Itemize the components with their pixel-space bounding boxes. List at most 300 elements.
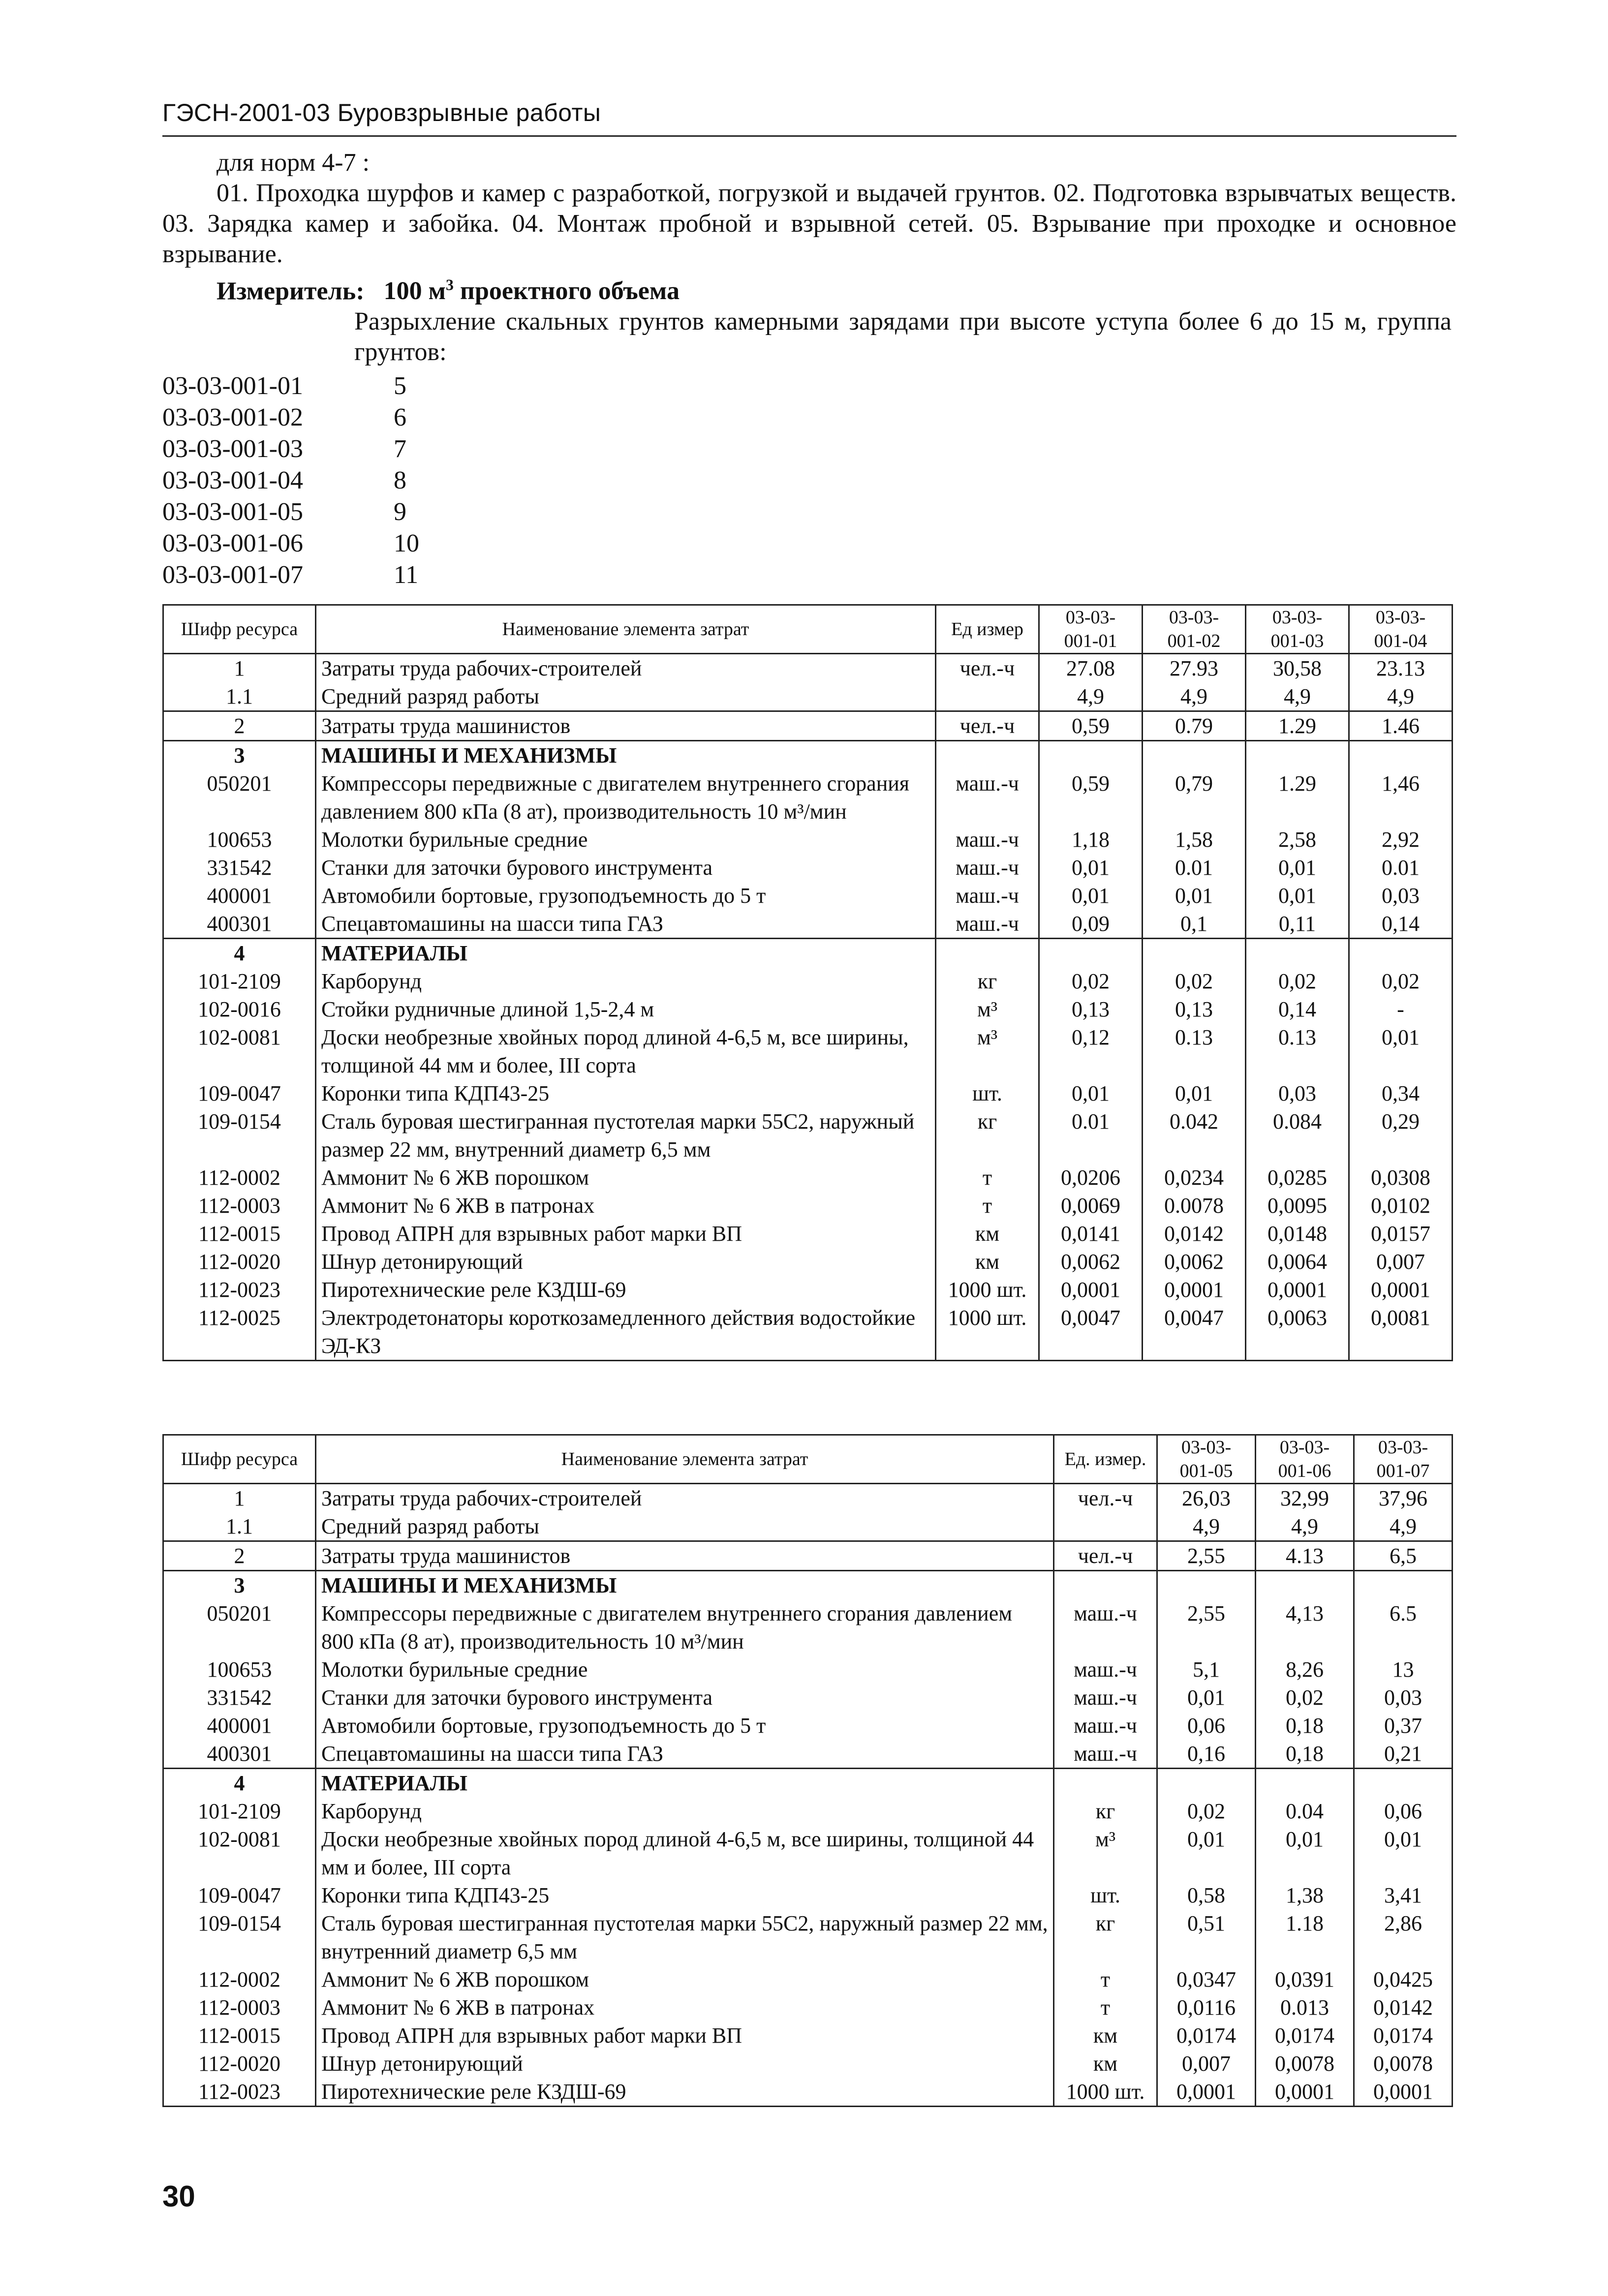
table-row	[163, 910, 1453, 939]
resource-name-cell: Доски необрезные хвойных пород длиной 4-6,5 м, все ширины, толщиной 44 мм и более, III сорта	[316, 1825, 1054, 1881]
norm-value-cell: 0,34	[1349, 1079, 1453, 1107]
resource-name-cell: Стойки рудничные длиной 1,5-2,4 м	[316, 995, 936, 1023]
norm-value-cell: 0,29	[1349, 1107, 1453, 1163]
table-row	[163, 2021, 1453, 2050]
unit-cell: маш.-ч	[936, 882, 1039, 910]
header-divider	[162, 135, 1456, 137]
work-composition-paragraph: 01. Проходка шурфов и камер с разработкой, погрузкой и выдачей грунтов. 02. Подготовка взрывчатых веществ. 03. Зарядка камер и забойка. 04. Монтаж пробной и взрывной сетей. 05. Взрывание при проходке и основное взрывание.	[162, 179, 1456, 268]
norm-code: 03-03-001-01	[162, 372, 303, 400]
norm-description: Разрыхление скальных грунтов камерными зарядами при высоте уступа более 6 до 15 м, группа грунтов:	[354, 307, 1452, 367]
norm-value-cell: 1.29	[1246, 769, 1349, 826]
resource-name-cell: Средний разряд работы	[316, 1512, 1054, 1541]
norm-value-cell	[1143, 741, 1246, 770]
resource-name-cell: Затраты труда машинистов	[316, 1541, 1054, 1571]
norm-code-row	[162, 559, 419, 591]
resource-name-cell: Компрессоры передвижные с двигателем внутреннего сгорания давлением 800 кПа (8 ат), производительность 10 м³/мин	[316, 769, 936, 826]
unit-cell	[936, 741, 1039, 770]
norm-value-cell: 0,0234	[1143, 1163, 1246, 1192]
norm-value-cell	[1354, 1769, 1453, 1798]
norm-value-cell	[1157, 1571, 1256, 1600]
measure-label: Измеритель:	[216, 277, 365, 306]
measure-line	[162, 270, 1456, 306]
unit-cell: маш.-ч	[1054, 1655, 1157, 1684]
unit-cell: кг	[1054, 1909, 1157, 1965]
resource-code-cell: 102-0081	[163, 1825, 316, 1881]
resource-code-cell: 101-2109	[163, 1797, 316, 1825]
resource-name-cell: Коронки типа КДП43-25	[316, 1079, 936, 1107]
table-row	[163, 1599, 1453, 1655]
table-row	[163, 2050, 1453, 2078]
resource-code-cell: 3	[163, 1571, 316, 1600]
norm-value-cell: 26,03	[1157, 1484, 1256, 1513]
unit-cell: км	[1054, 2021, 1157, 2050]
norm-value-cell: 0,59	[1039, 769, 1143, 826]
norm-value-cell	[1039, 741, 1143, 770]
norm-code: 03-03-001-03	[162, 435, 303, 463]
resource-code-cell: 4	[163, 939, 316, 968]
norm-codes-list	[162, 370, 419, 591]
norm-value-cell: 0,0116	[1157, 1993, 1256, 2021]
intro-block	[162, 148, 1456, 367]
norm-value-cell: 0,0148	[1246, 1220, 1349, 1248]
norm-value-cell: 0,14	[1246, 995, 1349, 1023]
norm-value-cell: 0,01	[1157, 1684, 1256, 1712]
norm-value-cell	[1256, 1571, 1354, 1600]
norm-value-cell: 0,01	[1039, 1079, 1143, 1107]
norm-value-cell: -	[1349, 995, 1453, 1023]
unit-cell: км	[1054, 2050, 1157, 2078]
norm-value-cell: 0,0174	[1256, 2021, 1354, 2050]
table-row	[163, 1484, 1453, 1513]
soil-group: 11	[394, 561, 419, 589]
norm-value-cell: 0,0001	[1349, 1276, 1453, 1304]
resource-name-cell: Компрессоры передвижные с двигателем внутреннего сгорания давлением 800 кПа (8 ат), производительность 10 м³/мин	[316, 1599, 1054, 1655]
table-row	[163, 1684, 1453, 1712]
norm-value-cell	[1256, 1769, 1354, 1798]
resource-code-cell: 109-0047	[163, 1079, 316, 1107]
table-row	[163, 1023, 1453, 1079]
norm-value-cell: 0,0001	[1157, 2078, 1256, 2107]
resource-name-cell: Спецавтомашины на шасси типа ГАЗ	[316, 1740, 1054, 1769]
resource-code-cell: 2	[163, 711, 316, 741]
norm-value-cell: 0,0095	[1246, 1192, 1349, 1220]
table-row	[163, 769, 1453, 826]
unit-cell	[936, 939, 1039, 968]
unit-cell: чел.-ч	[1054, 1541, 1157, 1571]
table-row	[163, 1825, 1453, 1881]
norm-value-cell: 0,0078	[1256, 2050, 1354, 2078]
resource-code-cell: 112-0003	[163, 1993, 316, 2021]
soil-group: 6	[394, 403, 406, 431]
resource-code-cell: 102-0016	[163, 995, 316, 1023]
resource-code-cell: 4	[163, 1769, 316, 1798]
resource-code-cell: 400001	[163, 882, 316, 910]
unit-cell: маш.-ч	[936, 769, 1039, 826]
resource-code-cell: 101-2109	[163, 967, 316, 995]
norm-value-cell: 1.46	[1349, 711, 1453, 741]
norm-value-cell: 0,0157	[1349, 1220, 1453, 1248]
resource-name-cell: Молотки бурильные средние	[316, 1655, 1054, 1684]
norm-code-row	[162, 465, 419, 496]
norm-value-cell: 0.01	[1143, 854, 1246, 882]
resource-code-cell: 050201	[163, 1599, 316, 1655]
table-row	[163, 1248, 1453, 1276]
norm-value-cell: 3,41	[1354, 1881, 1453, 1909]
unit-cell: кг	[1054, 1797, 1157, 1825]
norm-value-cell: 0,0062	[1143, 1248, 1246, 1276]
resource-name-cell: Пиротехнические реле КЗДШ-69	[316, 2078, 1054, 2107]
running-header: ГЭСН-2001-03 Буровзрывные работы	[162, 99, 601, 126]
norm-value-cell	[1039, 939, 1143, 968]
unit-cell: т	[936, 1163, 1039, 1192]
norm-value-cell: 0,02	[1246, 967, 1349, 995]
resource-name-cell: Затраты труда машинистов	[316, 711, 936, 741]
table-header-row	[163, 1435, 1453, 1484]
unit-cell: кг	[936, 967, 1039, 995]
unit-cell: чел.-ч	[1054, 1484, 1157, 1513]
norm-value-cell: 0,0142	[1354, 1993, 1453, 2021]
resource-code-cell: 400301	[163, 1740, 316, 1769]
unit-cell	[1054, 1512, 1157, 1541]
table-row	[163, 1993, 1453, 2021]
norm-value-cell: 8,26	[1256, 1655, 1354, 1684]
norm-value-cell: 0,06	[1157, 1712, 1256, 1740]
resource-code-cell: 400001	[163, 1712, 316, 1740]
norm-value-cell: 0,18	[1256, 1712, 1354, 1740]
resource-code-cell: 100653	[163, 826, 316, 854]
resource-name-cell: Провод АПРН для взрывных работ марки ВП	[316, 1220, 936, 1248]
soil-group: 9	[394, 498, 406, 526]
table-row	[163, 1769, 1453, 1798]
norm-value-cell: 0.13	[1143, 1023, 1246, 1079]
table-row	[163, 1276, 1453, 1304]
table-row	[163, 1881, 1453, 1909]
col-header-norm: 03-03- 001-05	[1157, 1435, 1256, 1484]
unit-cell: кг	[936, 1107, 1039, 1163]
norm-value-cell: 4,9	[1256, 1512, 1354, 1541]
resource-name-cell: МАТЕРИАЛЫ	[316, 1769, 1054, 1798]
norm-code-row	[162, 433, 419, 465]
norm-value-cell: 0,0206	[1039, 1163, 1143, 1192]
table-row	[163, 995, 1453, 1023]
resource-code-cell: 112-0020	[163, 2050, 316, 2078]
resource-code-cell: 1.1	[163, 1512, 316, 1541]
norm-value-cell: 30,58	[1246, 654, 1349, 683]
norm-value-cell: 0,1	[1143, 910, 1246, 939]
norm-value-cell: 0,01	[1246, 882, 1349, 910]
norm-value-cell: 0,58	[1157, 1881, 1256, 1909]
resource-name-cell: Аммонит № 6 ЖВ порошком	[316, 1965, 1054, 1993]
norm-value-cell: 0,0102	[1349, 1192, 1453, 1220]
unit-cell: маш.-ч	[1054, 1740, 1157, 1769]
norm-value-cell: 0,0001	[1143, 1276, 1246, 1304]
norm-value-cell: 4,9	[1157, 1512, 1256, 1541]
resource-table-1	[162, 604, 1453, 1361]
resource-code-cell: 3	[163, 741, 316, 770]
norm-value-cell: 23.13	[1349, 654, 1453, 683]
norm-value-cell: 2,55	[1157, 1599, 1256, 1655]
norm-value-cell: 0,0047	[1143, 1304, 1246, 1361]
norm-value-cell	[1349, 939, 1453, 968]
unit-cell: маш.-ч	[1054, 1599, 1157, 1655]
resource-name-cell: Карборунд	[316, 1797, 1054, 1825]
resource-code-cell: 1	[163, 1484, 316, 1513]
resource-name-cell: Шнур детонирующий	[316, 2050, 1054, 2078]
norm-value-cell: 0,11	[1246, 910, 1349, 939]
norm-value-cell: 0.01	[1349, 854, 1453, 882]
norm-value-cell: 0,01	[1143, 1079, 1246, 1107]
unit-cell: км	[936, 1220, 1039, 1248]
table-row	[163, 1192, 1453, 1220]
norm-value-cell: 0,0001	[1039, 1276, 1143, 1304]
resource-code-cell: 112-0003	[163, 1192, 316, 1220]
norm-value-cell: 0,14	[1349, 910, 1453, 939]
norm-value-cell: 1.18	[1256, 1909, 1354, 1965]
unit-cell: 1000 шт.	[1054, 2078, 1157, 2107]
table-row	[163, 939, 1453, 968]
norm-value-cell: 0,01	[1354, 1825, 1453, 1881]
soil-group: 10	[394, 529, 419, 557]
norm-value-cell: 0,0285	[1246, 1163, 1349, 1192]
resource-name-cell: Аммонит № 6 ЖВ порошком	[316, 1163, 936, 1192]
norm-value-cell: 0,03	[1354, 1684, 1453, 1712]
resource-name-cell: Молотки бурильные средние	[316, 826, 936, 854]
col-header-norm: 03-03- 001-01	[1039, 605, 1143, 654]
unit-cell: т	[936, 1192, 1039, 1220]
norm-value-cell: 0,007	[1349, 1248, 1453, 1276]
measure-value: 100 м	[383, 277, 446, 306]
unit-cell: 1000 шт.	[936, 1304, 1039, 1361]
resource-code-cell: 400301	[163, 910, 316, 939]
norm-value-cell: 0,0062	[1039, 1248, 1143, 1276]
table-row	[163, 1655, 1453, 1684]
norm-value-cell: 4,9	[1143, 682, 1246, 711]
resource-name-cell: Сталь буровая шестигранная пустотелая марки 55С2, наружный размер 22 мм, внутренний диаметр 6,5 мм	[316, 1909, 1054, 1965]
resource-code-cell: 2	[163, 1541, 316, 1571]
resource-name-cell: Провод АПРН для взрывных работ марки ВП	[316, 2021, 1054, 2050]
norm-value-cell: 6.5	[1354, 1599, 1453, 1655]
norm-value-cell: 2,58	[1246, 826, 1349, 854]
norm-value-cell: 6,5	[1354, 1541, 1453, 1571]
resource-name-cell: Затраты труда рабочих-строителей	[316, 654, 936, 683]
norm-value-cell: 0,13	[1039, 995, 1143, 1023]
resource-code-cell: 109-0047	[163, 1881, 316, 1909]
norm-value-cell: 0,02	[1157, 1797, 1256, 1825]
norm-value-cell: 4,9	[1354, 1512, 1453, 1541]
norm-value-cell: 0,03	[1246, 1079, 1349, 1107]
table-row	[163, 967, 1453, 995]
page-number: 30	[162, 2180, 195, 2213]
norm-value-cell: 0,09	[1039, 910, 1143, 939]
norm-value-cell: 4,9	[1039, 682, 1143, 711]
norm-value-cell: 0,01	[1143, 882, 1246, 910]
norm-value-cell: 0,01	[1039, 882, 1143, 910]
norm-value-cell: 0.084	[1246, 1107, 1349, 1163]
norm-value-cell: 0,13	[1143, 995, 1246, 1023]
norm-value-cell: 4,9	[1246, 682, 1349, 711]
norm-value-cell: 0,0081	[1349, 1304, 1453, 1361]
norm-value-cell: 0,0142	[1143, 1220, 1246, 1248]
resource-table-2	[162, 1434, 1453, 2107]
resource-name-cell: Спецавтомашины на шасси типа ГАЗ	[316, 910, 936, 939]
norm-value-cell: 0,16	[1157, 1740, 1256, 1769]
unit-cell: маш.-ч	[936, 854, 1039, 882]
measure-suffix: проектного объема	[454, 277, 680, 306]
norm-code: 03-03-001-07	[162, 561, 303, 589]
table-row	[163, 1797, 1453, 1825]
table-row	[163, 1304, 1453, 1361]
norm-value-cell: 13	[1354, 1655, 1453, 1684]
norm-value-cell: 0,79	[1143, 769, 1246, 826]
norm-value-cell: 27.08	[1039, 654, 1143, 683]
unit-cell: маш.-ч	[1054, 1712, 1157, 1740]
table-row	[163, 1965, 1453, 1993]
col-header-unit: Ед. измер.	[1054, 1435, 1157, 1484]
resource-name-cell: Станки для заточки бурового инструмента	[316, 854, 936, 882]
table-row	[163, 854, 1453, 882]
table-row	[163, 1512, 1453, 1541]
resource-code-cell: 112-0015	[163, 2021, 316, 2050]
norm-value-cell: 0,12	[1039, 1023, 1143, 1079]
norm-value-cell: 0,0001	[1256, 2078, 1354, 2107]
col-header-unit: Ед измер	[936, 605, 1039, 654]
table-row	[163, 1163, 1453, 1192]
norm-code-row	[162, 528, 419, 559]
norm-value-cell: 0.01	[1039, 1107, 1143, 1163]
norm-value-cell: 0.013	[1256, 1993, 1354, 2021]
col-header-norm: 03-03- 001-03	[1246, 605, 1349, 654]
unit-cell: м³	[936, 1023, 1039, 1079]
norm-value-cell: 0,03	[1349, 882, 1453, 910]
norm-value-cell: 1,38	[1256, 1881, 1354, 1909]
col-header-norm: 03-03- 001-04	[1349, 605, 1453, 654]
resource-name-cell: МАШИНЫ И МЕХАНИЗМЫ	[316, 741, 936, 770]
norm-value-cell: 0,01	[1157, 1825, 1256, 1881]
norm-value-cell: 0,0174	[1157, 2021, 1256, 2050]
table-row	[163, 1220, 1453, 1248]
resource-code-cell: 331542	[163, 1684, 316, 1712]
norm-value-cell: 1.29	[1246, 711, 1349, 741]
norm-value-cell: 0,02	[1039, 967, 1143, 995]
resource-name-cell: Аммонит № 6 ЖВ в патронах	[316, 1192, 936, 1220]
resource-name-cell: Станки для заточки бурового инструмента	[316, 1684, 1054, 1712]
table-header-row	[163, 605, 1453, 654]
norm-value-cell: 0,51	[1157, 1909, 1256, 1965]
col-header-norm: 03-03- 001-07	[1354, 1435, 1453, 1484]
unit-cell: 1000 шт.	[936, 1276, 1039, 1304]
soil-group: 8	[394, 466, 406, 494]
table-row	[163, 2078, 1453, 2107]
norm-value-cell: 0,02	[1143, 967, 1246, 995]
norm-value-cell: 0,0078	[1354, 2050, 1453, 2078]
unit-cell: м³	[936, 995, 1039, 1023]
norm-value-cell: 37,96	[1354, 1484, 1453, 1513]
unit-cell	[936, 682, 1039, 711]
resource-code-cell: 112-0020	[163, 1248, 316, 1276]
norm-value-cell: 0,0308	[1349, 1163, 1453, 1192]
resource-name-cell: Автомобили бортовые, грузоподъемность до 5 т	[316, 882, 936, 910]
table-row	[163, 1107, 1453, 1163]
soil-group: 7	[394, 435, 406, 463]
resource-name-cell: Карборунд	[316, 967, 936, 995]
norm-value-cell	[1246, 741, 1349, 770]
unit-cell: шт.	[936, 1079, 1039, 1107]
unit-cell: чел.-ч	[936, 711, 1039, 741]
col-header-name: Наименование элемента затрат	[316, 605, 936, 654]
table-row	[163, 654, 1453, 683]
col-header-norm: 03-03- 001-06	[1256, 1435, 1354, 1484]
norm-value-cell	[1157, 1769, 1256, 1798]
norm-value-cell: 32,99	[1256, 1484, 1354, 1513]
norm-value-cell: 1,58	[1143, 826, 1246, 854]
norm-value-cell: 0,01	[1256, 1825, 1354, 1881]
resource-code-cell: 102-0081	[163, 1023, 316, 1079]
norm-value-cell: 0,01	[1246, 854, 1349, 882]
norm-value-cell: 0,0174	[1354, 2021, 1453, 2050]
norm-value-cell	[1246, 939, 1349, 968]
norm-code-row	[162, 496, 419, 528]
norm-value-cell: 27.93	[1143, 654, 1246, 683]
norm-value-cell: 0,0425	[1354, 1965, 1453, 1993]
norm-code-row	[162, 402, 419, 433]
table-row	[163, 711, 1453, 741]
unit-cell: маш.-ч	[1054, 1684, 1157, 1712]
col-header-code: Шифр ресурса	[163, 605, 316, 654]
table-row	[163, 826, 1453, 854]
unit-cell	[1054, 1769, 1157, 1798]
resource-name-cell: Средний разряд работы	[316, 682, 936, 711]
resource-name-cell: Шнур детонирующий	[316, 1248, 936, 1276]
norms-label: для норм 4-7 :	[216, 149, 370, 177]
resource-name-cell: Аммонит № 6 ЖВ в патронах	[316, 1993, 1054, 2021]
norm-value-cell: 0.13	[1246, 1023, 1349, 1079]
norm-value-cell: 0.0078	[1143, 1192, 1246, 1220]
norm-value-cell: 4,9	[1349, 682, 1453, 711]
norm-value-cell: 0,01	[1349, 1023, 1453, 1079]
norm-code: 03-03-001-04	[162, 466, 303, 494]
soil-group: 5	[394, 372, 406, 400]
norm-value-cell: 4.13	[1256, 1541, 1354, 1571]
norm-value-cell: 0,37	[1354, 1712, 1453, 1740]
resource-name-cell: Затраты труда рабочих-строителей	[316, 1484, 1054, 1513]
norm-value-cell: 2,55	[1157, 1541, 1256, 1571]
resource-code-cell: 112-0015	[163, 1220, 316, 1248]
norm-value-cell: 5,1	[1157, 1655, 1256, 1684]
unit-cell: м³	[1054, 1825, 1157, 1881]
col-header-code: Шифр ресурса	[163, 1435, 316, 1484]
table-row	[163, 1541, 1453, 1571]
unit-cell: км	[936, 1248, 1039, 1276]
norm-value-cell: 0,007	[1157, 2050, 1256, 2078]
resource-code-cell: 109-0154	[163, 1909, 316, 1965]
resource-code-cell: 112-0025	[163, 1304, 316, 1361]
resource-name-cell: Пиротехнические реле КЗДШ-69	[316, 1276, 936, 1304]
table-row	[163, 1571, 1453, 1600]
norm-value-cell: 0,02	[1256, 1684, 1354, 1712]
norm-value-cell: 0,0347	[1157, 1965, 1256, 1993]
resource-name-cell: МАТЕРИАЛЫ	[316, 939, 936, 968]
resource-name-cell: Автомобили бортовые, грузоподъемность до 5 т	[316, 1712, 1054, 1740]
norm-value-cell: 0,0141	[1039, 1220, 1143, 1248]
norm-code-row	[162, 370, 419, 402]
resource-name-cell: Коронки типа КДП43-25	[316, 1881, 1054, 1909]
table-row	[163, 1079, 1453, 1107]
resource-code-cell: 050201	[163, 769, 316, 826]
table-row	[163, 1740, 1453, 1769]
resource-code-cell: 1	[163, 654, 316, 683]
norm-code: 03-03-001-02	[162, 403, 303, 431]
table-row	[163, 741, 1453, 770]
